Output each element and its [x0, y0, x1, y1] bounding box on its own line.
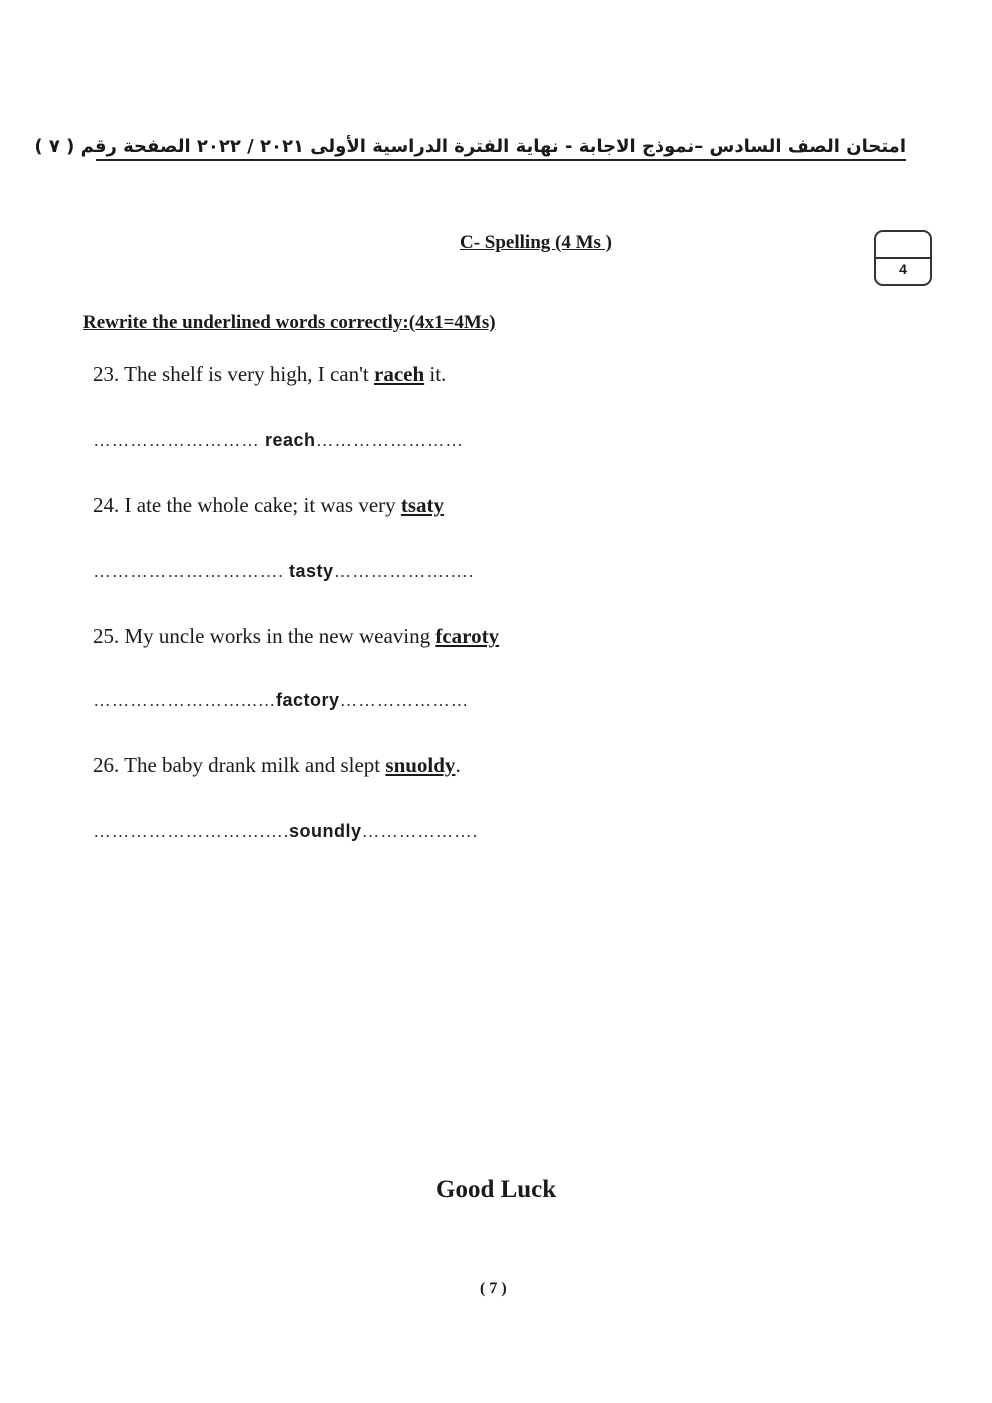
- answer-23: [93, 430, 464, 451]
- answer-25: [93, 690, 469, 711]
- misspelled-word: raceh: [374, 362, 425, 386]
- score-box-divider: [876, 257, 930, 259]
- answer-word: tasty: [289, 561, 334, 581]
- section-title: C- Spelling (4 Ms ): [460, 232, 612, 253]
- answer-dots-left: ……………………...…: [93, 690, 277, 710]
- question-text: 26. The baby drank milk and slept: [93, 753, 386, 777]
- answer-word: reach: [265, 430, 316, 450]
- answer-26: [93, 821, 478, 842]
- score-box: [874, 230, 932, 286]
- misspelled-word: tsaty: [400, 493, 445, 517]
- instruction: Rewrite the underlined words correctly:(4x1=4Ms): [83, 312, 496, 333]
- question-text: 25. My uncle works in the new weaving: [93, 624, 436, 648]
- answer-dots-left: ………………………….: [93, 561, 290, 581]
- question-24: [93, 493, 444, 518]
- answer-dots-left: ……………………….….: [93, 821, 290, 841]
- answer-dots-right: ……………….: [361, 821, 479, 841]
- question-text-end: .: [455, 753, 461, 777]
- exam-header: امتحان الصف السادس –نموذج الاجابة - نهاية الفترة الدراسية الأولى ٢٠٢١ / ٢٠٢٢ الصفحة رقم ( ٧ ): [96, 136, 906, 161]
- answer-word: soundly: [289, 821, 362, 841]
- question-text: 24. I ate the whole cake; it was very: [93, 493, 401, 517]
- score-value: 4: [899, 261, 907, 277]
- question-26: [93, 753, 461, 778]
- answer-dots-left: ………………………: [93, 430, 266, 450]
- question-text: 23. The shelf is very high, I can't: [93, 362, 374, 386]
- question-25: [93, 624, 499, 649]
- answer-dots-right: ……………………: [315, 430, 464, 450]
- question-text-end: it.: [424, 362, 447, 386]
- answer-24: [93, 561, 474, 582]
- misspelled-word: snuoldy: [385, 753, 456, 777]
- page-number: ( 7 ): [480, 1280, 507, 1297]
- misspelled-word: fcaroty: [435, 624, 500, 648]
- good-luck-text: Good Luck: [436, 1176, 557, 1203]
- answer-dots-right: ……………….….: [333, 561, 475, 581]
- answer-dots-right: …………………: [339, 690, 470, 710]
- answer-word: factory: [276, 690, 340, 710]
- question-23: [93, 362, 446, 387]
